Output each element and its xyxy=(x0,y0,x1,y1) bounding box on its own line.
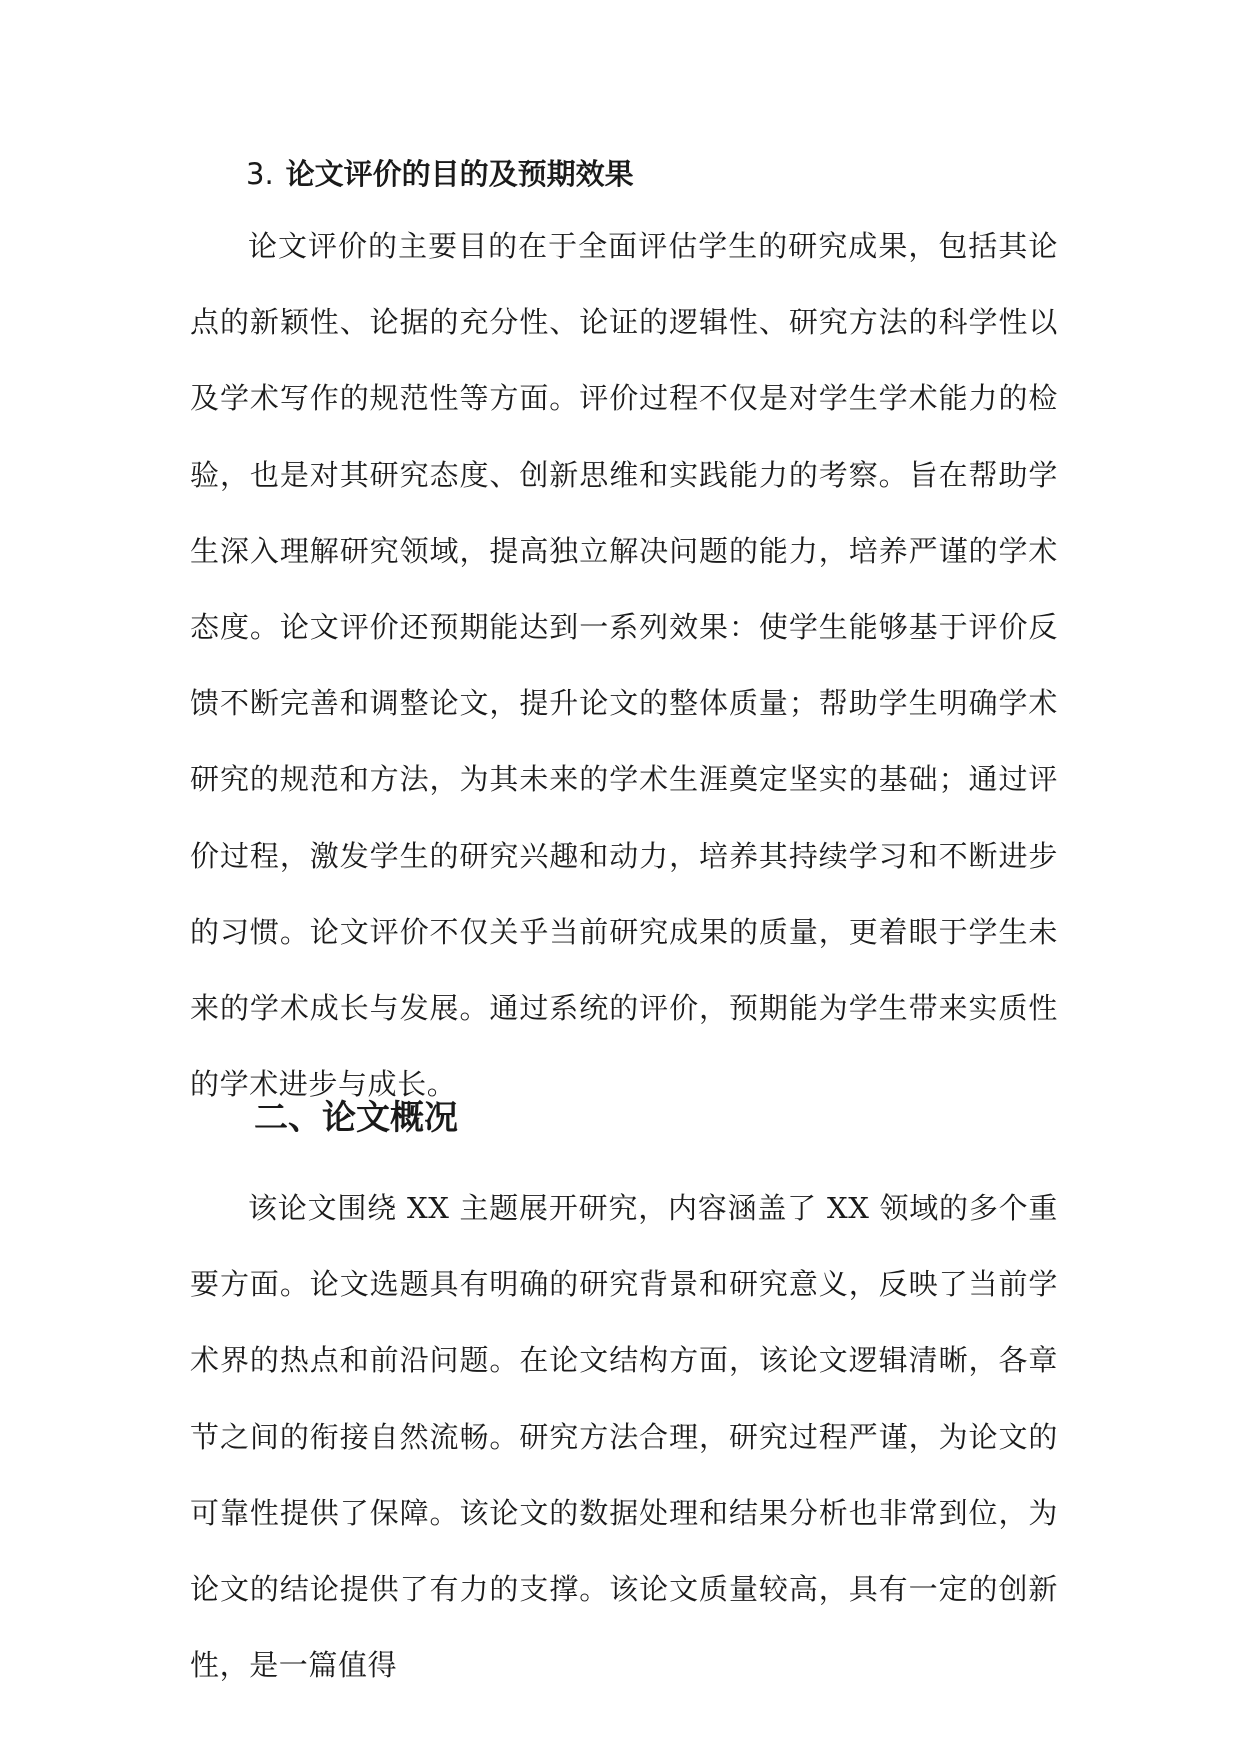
subsection-number: 3. xyxy=(246,157,274,191)
thesis-overview-paragraph: 该论文围绕 XX 主题展开研究，内容涵盖了 XX 领域的多个重要方面。论文选题具有明确的研究背景和研究意义，反映了当前学术界的热点和前沿问题。在论文结构方面，该论文逻辑清晰，各章节之间的衔接自然流畅。研究方法合理，研究过程严谨，为论文的可靠性提供了保障。该论文的数据处理和结果分析也非常到位，为论文的结论提供了有力的支撑。该论文质量较高，具有一定的创新性，是一篇值得 xyxy=(190,1191,1058,1683)
evaluation-purpose-paragraph: 论文评价的主要目的在于全面评估学生的研究成果，包括其论点的新颖性、论据的充分性、论证的逻辑性、研究方法的科学性以及学术写作的规范性等方面。评价过程不仅是对学生学术能力的检验，也是对其研究态度、创新思维和实践能力的考察。旨在帮助学生深入理解研究领域，提高独立解决问题的能力，培养严谨的学术态度。论文评价还预期能达到一系列效果：使学生能够基于评价反馈不断完善和调整论文，提升论文的整体质量；帮助学生明确学术研究的规范和方法，为其未来的学术生涯奠定坚实的基础；通过评价过程，激发学生的研究兴趣和动力，培养其持续学习和不断进步的习惯。论文评价不仅关乎当前研究成果的质量，更着眼于学生未来的学术成长与发展。通过系统的评价，预期能为学生带来实质性的学术进步与成长。 xyxy=(190,229,1058,1102)
section-heading: 二、论文概况 xyxy=(254,1098,458,1138)
subsection-heading xyxy=(246,150,634,198)
subsection-title: 论文评价的目的及预期效果 xyxy=(285,157,634,191)
